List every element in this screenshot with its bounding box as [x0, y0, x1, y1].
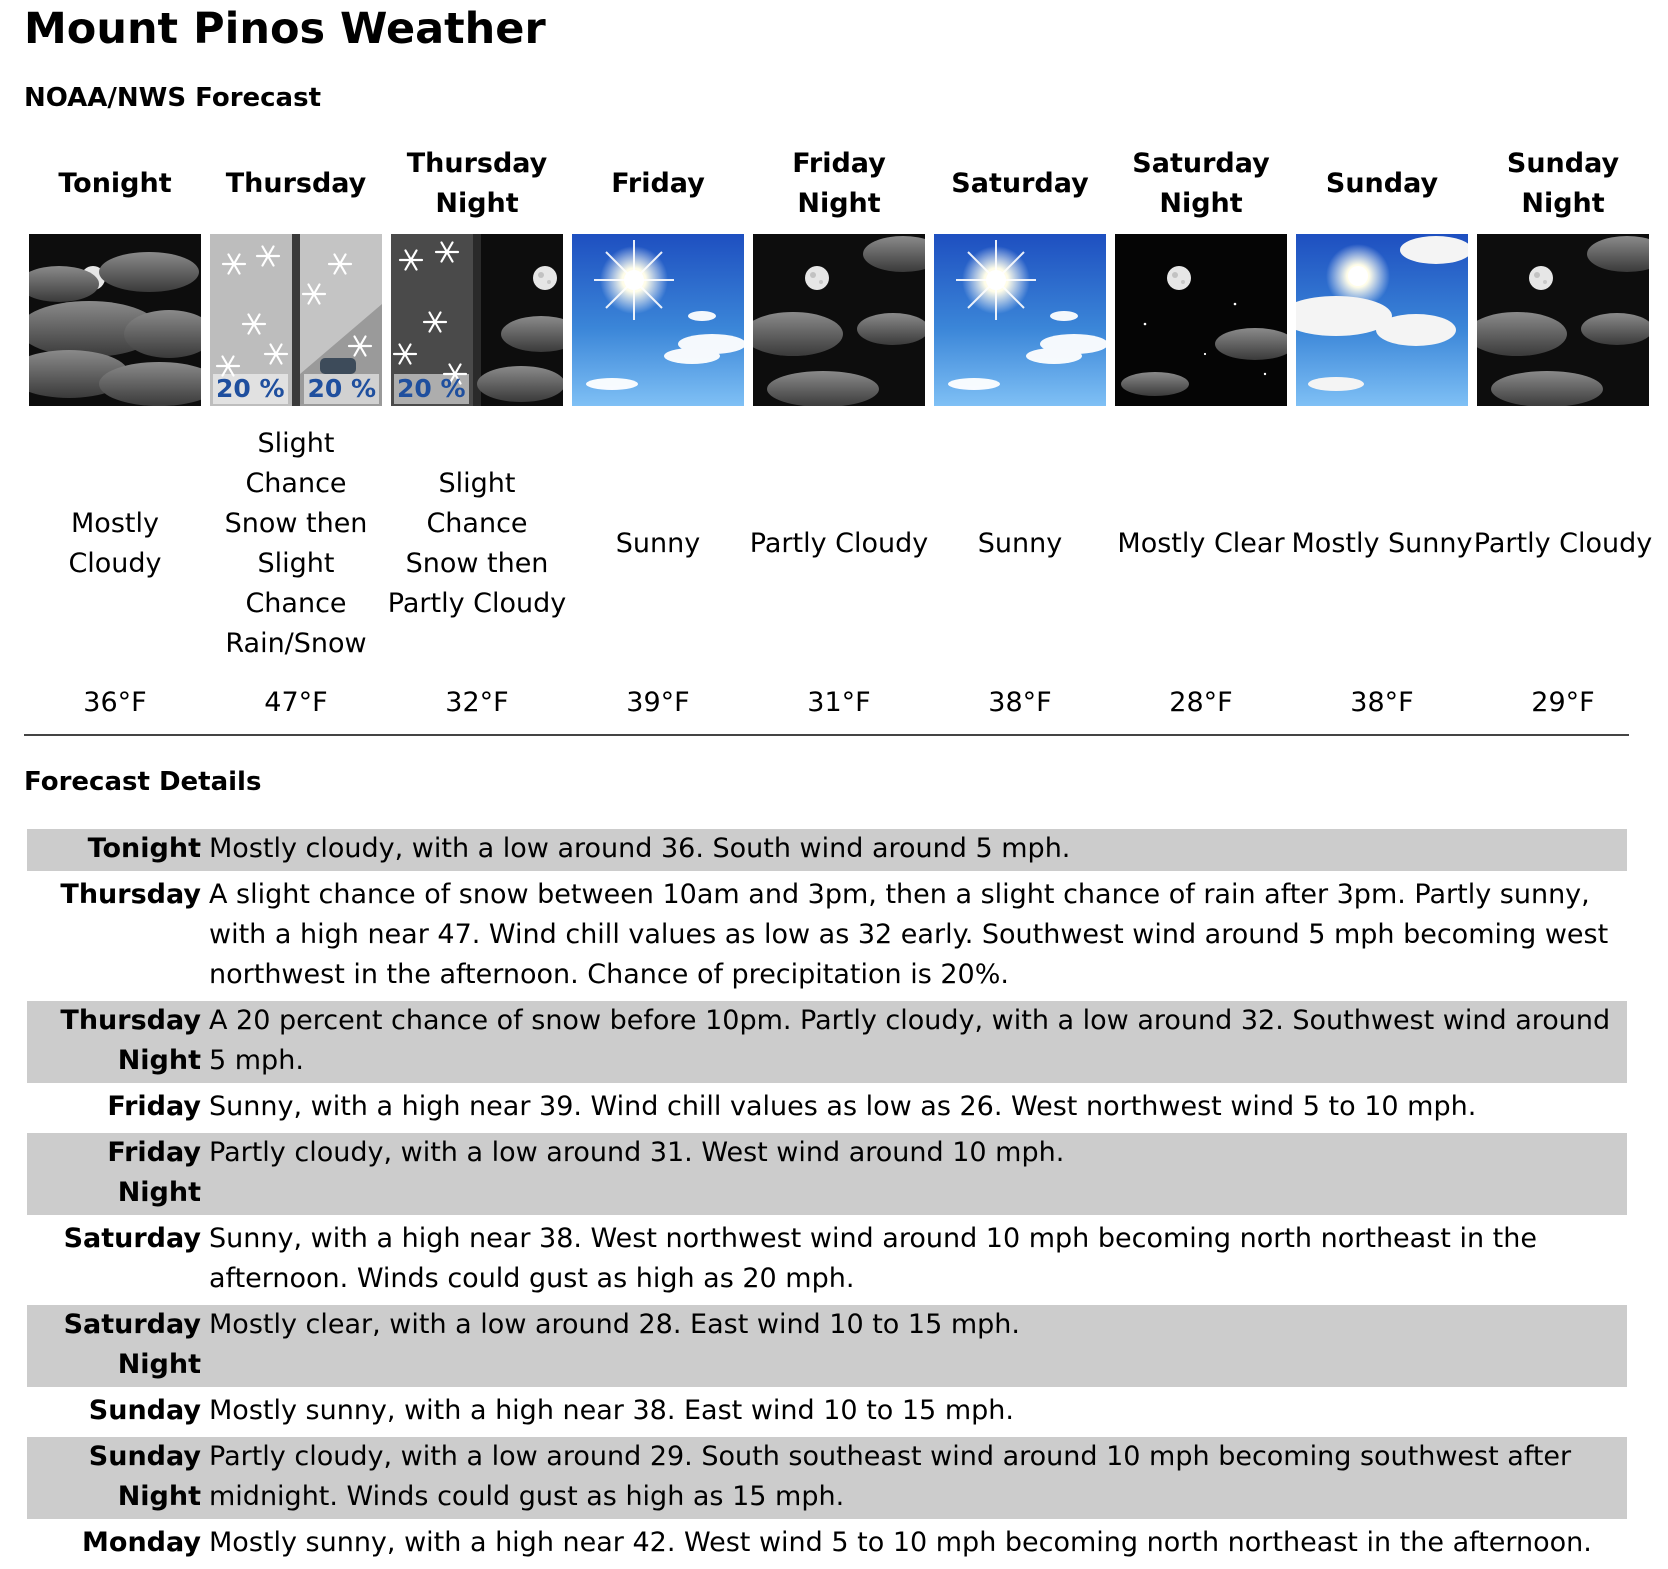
forecast-heading: NOAA/NWS Forecast: [24, 83, 322, 113]
period-short-forecast: Partly Cloudy: [749, 528, 929, 559]
period-tonight: [24, 140, 206, 723]
period-saturday-night: [1110, 140, 1292, 723]
detail-row-tonight: [27, 829, 1627, 871]
detail-row-saturday-night: [27, 1305, 1627, 1387]
detail-text: Mostly cloudy, with a low around 36. South wind around 5 mph.: [209, 829, 1627, 871]
period-name: Saturday: [951, 168, 1089, 199]
detail-label: Friday: [107, 1091, 201, 1122]
precip-chance-left: 20 %: [213, 374, 288, 404]
detail-row-friday: [27, 1087, 1627, 1129]
period-sunday-night: [1472, 140, 1654, 723]
period-temperature: 39°F: [626, 687, 690, 718]
detail-text: Mostly sunny, with a high near 38. East wind 10 to 15 mph.: [209, 1395, 1014, 1426]
detail-text: Partly cloudy, with a low around 31. West wind around 10 mph.: [209, 1133, 1627, 1215]
period-short-forecast: Partly Cloudy: [1473, 528, 1653, 559]
period-name: Friday: [611, 168, 705, 199]
detail-label: Thursday Night: [27, 1001, 209, 1083]
period-short-forecast: Sunny: [977, 528, 1063, 559]
period-temperature: 31°F: [807, 687, 871, 718]
detail-row-sunday: [27, 1391, 1627, 1433]
period-temperature: 28°F: [1169, 687, 1233, 718]
detail-text: A slight chance of snow between 10am and 3pm, then a slight chance of rain after 3pm. Partly sunny, with a high near 47. Wind chill values as low as 32 early. Southwest wind around 5 mph becoming west northwest in the afternoon. Chance of precipitation is 20%.: [209, 879, 1609, 990]
snow-then-partly-cloudy-night-icon: [391, 234, 563, 406]
period-sunday: [1291, 140, 1473, 723]
detail-label: Sunday Night: [27, 1437, 209, 1519]
detail-text: Sunny, with a high near 38. West northwest wind around 10 mph becoming north northeast in the afternoon. Winds could gust as high as 20 mph.: [209, 1223, 1537, 1294]
period-name: Tonight: [58, 168, 172, 199]
detail-label: Friday Night: [27, 1133, 209, 1215]
detail-text: Mostly sunny, with a high near 42. West wind 5 to 10 mph becoming north northeast in the afternoon.: [209, 1527, 1592, 1558]
detail-row-friday-night: [27, 1133, 1627, 1215]
period-name: Sunday Night: [1506, 148, 1620, 219]
period-short-forecast: Slight Chance Snow then Partly Cloudy: [387, 468, 567, 619]
period-temperature: 47°F: [264, 687, 328, 718]
detail-text: Mostly clear, with a low around 28. East wind 10 to 15 mph.: [209, 1305, 1627, 1387]
period-name: Friday Night: [792, 148, 886, 219]
detail-row-sunday-night: [27, 1437, 1627, 1519]
period-thursday-night: [386, 140, 568, 723]
detail-label: Thursday: [60, 879, 201, 910]
precip-chance-right: 20 %: [304, 374, 379, 404]
detail-text: Partly cloudy, with a low around 29. South southeast wind around 10 mph becoming southwest after midnight. Winds could gust as high as 15 mph.: [209, 1437, 1627, 1519]
period-temperature: 38°F: [988, 687, 1052, 718]
precip-chance-left: 20 %: [394, 374, 469, 404]
detail-label: Saturday Night: [27, 1305, 209, 1387]
detail-text: Sunny, with a high near 39. Wind chill values as low as 26. West northwest wind 5 to 10 mph.: [209, 1091, 1477, 1122]
details-heading: Forecast Details: [24, 767, 262, 797]
period-saturday: [929, 140, 1111, 723]
forecast-details-table: [27, 825, 1627, 1569]
period-friday-night: [748, 140, 930, 723]
sunny-icon: [572, 234, 744, 406]
period-name: Thursday Night: [406, 148, 548, 219]
period-thursday: [205, 140, 387, 723]
mostly-cloudy-night-icon: [29, 234, 201, 406]
period-friday: [567, 140, 749, 723]
sunny-icon: [934, 234, 1106, 406]
period-short-forecast: Sunny: [615, 528, 701, 559]
period-temperature: 32°F: [445, 687, 509, 718]
divider: [24, 734, 1629, 736]
period-name: Sunday: [1325, 168, 1439, 199]
period-short-forecast: Mostly Sunny: [1291, 528, 1473, 559]
partly-cloudy-night-icon: [753, 234, 925, 406]
snow-then-rain-snow-icon: [210, 234, 382, 406]
detail-label: Monday: [82, 1527, 201, 1558]
detail-label: Saturday: [63, 1223, 201, 1254]
detail-label: Sunday: [88, 1395, 201, 1426]
detail-text: A 20 percent chance of snow before 10pm. Partly cloudy, with a low around 32. Southwest wind around 5 mph.: [209, 1001, 1627, 1083]
period-short-forecast: Mostly Clear: [1117, 528, 1285, 559]
period-temperature: 36°F: [83, 687, 147, 718]
detail-row-monday: [27, 1523, 1627, 1565]
period-name: Thursday: [225, 168, 367, 199]
detail-row-saturday: [27, 1219, 1627, 1301]
mostly-sunny-icon: [1296, 234, 1468, 406]
period-short-forecast: Mostly Cloudy: [68, 508, 162, 579]
detail-row-thursday: [27, 875, 1627, 997]
partly-cloudy-night-icon: [1477, 234, 1649, 406]
detail-row-thursday-night: [27, 1001, 1627, 1083]
page-title: Mount Pinos Weather: [24, 4, 546, 54]
period-short-forecast: Slight Chance Snow then Slight Chance Rain/Snow: [224, 428, 368, 659]
period-name: Saturday Night: [1132, 148, 1270, 219]
period-temperature: 38°F: [1350, 687, 1414, 718]
detail-label: Tonight: [27, 829, 209, 871]
mostly-clear-night-icon: [1115, 234, 1287, 406]
period-temperature: 29°F: [1531, 687, 1595, 718]
